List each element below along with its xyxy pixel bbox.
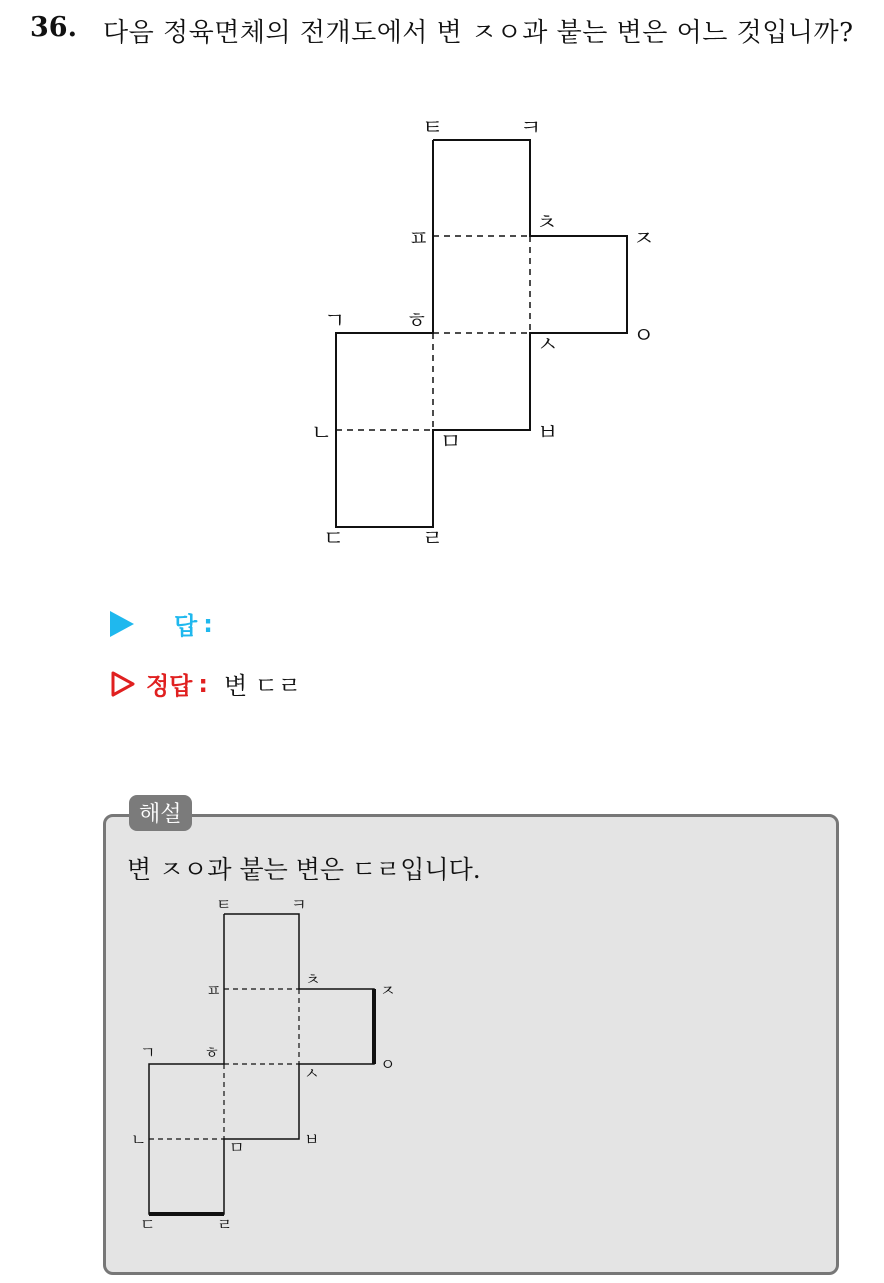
label-b: ㅂ [304, 1130, 320, 1149]
label-j: ㅈ [633, 227, 655, 252]
explanation-tag: 해설 [129, 795, 192, 831]
label-ng: ㅇ [380, 1055, 396, 1074]
correct-label: 정답 [146, 672, 193, 700]
label-h: ㅎ [204, 1043, 220, 1062]
answer-colon: : [203, 609, 213, 638]
correct-colon: : [198, 669, 208, 698]
label-d: ㄷ [323, 527, 345, 552]
label-p: ㅍ [206, 981, 222, 1000]
label-m: ㅁ [229, 1138, 245, 1157]
label-t: ㅌ [216, 895, 232, 914]
label-k: ㅋ [291, 895, 307, 914]
label-s: ㅅ [537, 333, 559, 358]
label-b: ㅂ [537, 421, 559, 446]
label-g: ㄱ [324, 309, 346, 334]
label-t: ㅌ [422, 116, 444, 141]
label-ch: ㅊ [536, 211, 558, 236]
label-m: ㅁ [440, 430, 462, 455]
question-number: 36. [30, 12, 77, 43]
label-ng: ㅇ [633, 324, 655, 349]
label-s: ㅅ [304, 1064, 320, 1083]
label-g: ㄱ [140, 1043, 156, 1062]
question-text: 다음 정육면체의 전개도에서 변 ㅈㅇ과 붙는 변은 어느 것입니까? [103, 18, 854, 48]
label-ch: ㅊ [305, 970, 321, 989]
label-j: ㅈ [380, 981, 396, 1000]
label-k: ㅋ [520, 116, 542, 141]
answer-label: 답 [174, 612, 198, 640]
correct-value: 변 ㄷㄹ [223, 672, 302, 700]
label-n: ㄴ [131, 1130, 147, 1149]
explanation-text: 변 ㅈㅇ과 붙는 변은 ㄷㄹ입니다. [127, 855, 481, 884]
label-p: ㅍ [408, 227, 430, 252]
label-d: ㄷ [140, 1215, 156, 1234]
label-r: ㄹ [217, 1215, 233, 1234]
label-r: ㄹ [422, 527, 444, 552]
label-n: ㄴ [311, 421, 333, 446]
label-h: ㅎ [406, 309, 428, 334]
